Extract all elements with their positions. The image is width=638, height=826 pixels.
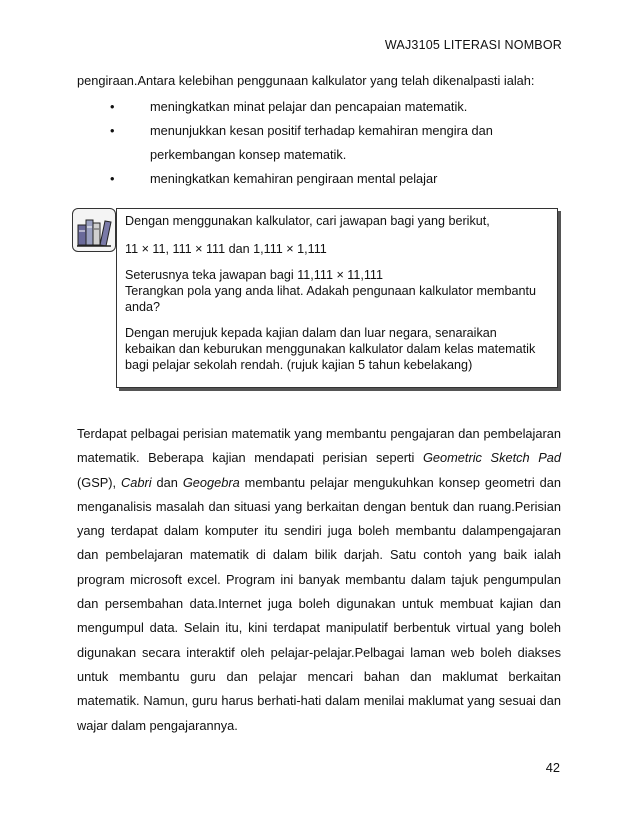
books-icon xyxy=(72,208,116,252)
software-name-geogebra: Geogebra xyxy=(182,474,240,490)
activity-box xyxy=(116,208,558,388)
activity-task: Dengan merujuk kepada kajian dalam dan luar negara, senaraikan kebaikan dan keburukan menggunakan kalkulator dalam kelas matematik bagi pelajar sekolah rendah. (rujuk kajian 5 tahun kebelakang) xyxy=(125,326,536,372)
page-number: 42 xyxy=(545,760,560,775)
body-text-segment: dan xyxy=(151,474,183,490)
document-header: WAJ3105 LITERASI NOMBOR xyxy=(384,38,562,52)
list-item-text: meningkatkan kemahiran pengiraan mental pelajar xyxy=(150,171,438,186)
bullet-icon: • xyxy=(110,171,115,186)
body-paragraph xyxy=(77,422,561,738)
list-item-text-continued: perkembangan konsep matematik. xyxy=(150,147,347,162)
activity-guess: Seterusnya teka jawapan bagi 11,111 × 11,111 xyxy=(125,268,384,282)
list-item-text: meningkatkan minat pelajar dan pencapaian matematik. xyxy=(150,99,468,114)
activity-calculation: 11 × 11, 111 × 111 dan 1,111 × 1,111 xyxy=(125,242,327,256)
software-name-gsp: Geometric Sketch Pad xyxy=(422,450,561,466)
bullet-icon: • xyxy=(110,123,115,138)
activity-instruction: Dengan menggunakan kalkulator, cari jawapan bagi yang berikut, xyxy=(125,214,490,228)
list-item xyxy=(110,119,540,167)
intro-text: pengiraan.Antara kelebihan penggunaan kalkulator yang telah dikenalpasti ialah: xyxy=(77,73,535,88)
advantages-list xyxy=(110,95,540,191)
list-item xyxy=(110,167,540,191)
body-text-segment: membantu pelajar mengukuhkan konsep geometri dan menganalisis masalah dan situasi yang berkaitan dengan bentuk dan ruang.Perisian yang terdapat dalam komputer itu sendiri juga boleh membantu dalampengajaran dan pembelajaran matematik di dalam bilik darjah. Satu contoh yang baik ialah program microsoft excel. Program ini banyak membantu dalam tajuk pengumpulan dan persembahan data.Internet juga boleh digunakan untuk membuat kajian dan mengumpul data. Selain itu, kini terdapat manipulatif berbentuk virtual yang boleh digunakan secara interaktif oleh pelajar-pelajar.Pelbagai laman web boleh diakses untuk membantu guru dan pelajar mencari bahan dan maklumat berkaitan matematik. Namun, guru harus berhati-hati dalam menilai maklumat yang sesuai dan wajar dalam pengajarannya. xyxy=(77,474,561,733)
body-text-segment: (GSP), xyxy=(77,474,122,490)
software-name-cabri: Cabri xyxy=(121,474,152,490)
list-item-text: menunjukkan kesan positif terhadap kemahiran mengira dan xyxy=(150,123,493,138)
list-item xyxy=(110,95,540,119)
activity-question: Terangkan pola yang anda lihat. Adakah pengunaan kalkulator membantu anda? xyxy=(125,284,536,314)
bullet-icon: • xyxy=(110,99,115,114)
body-text-segment: Terdapat pelbagai perisian matematik yang membantu pengajaran dan pembelajaran matematik. Beberapa kajian mendapati perisian seperti xyxy=(77,426,561,466)
